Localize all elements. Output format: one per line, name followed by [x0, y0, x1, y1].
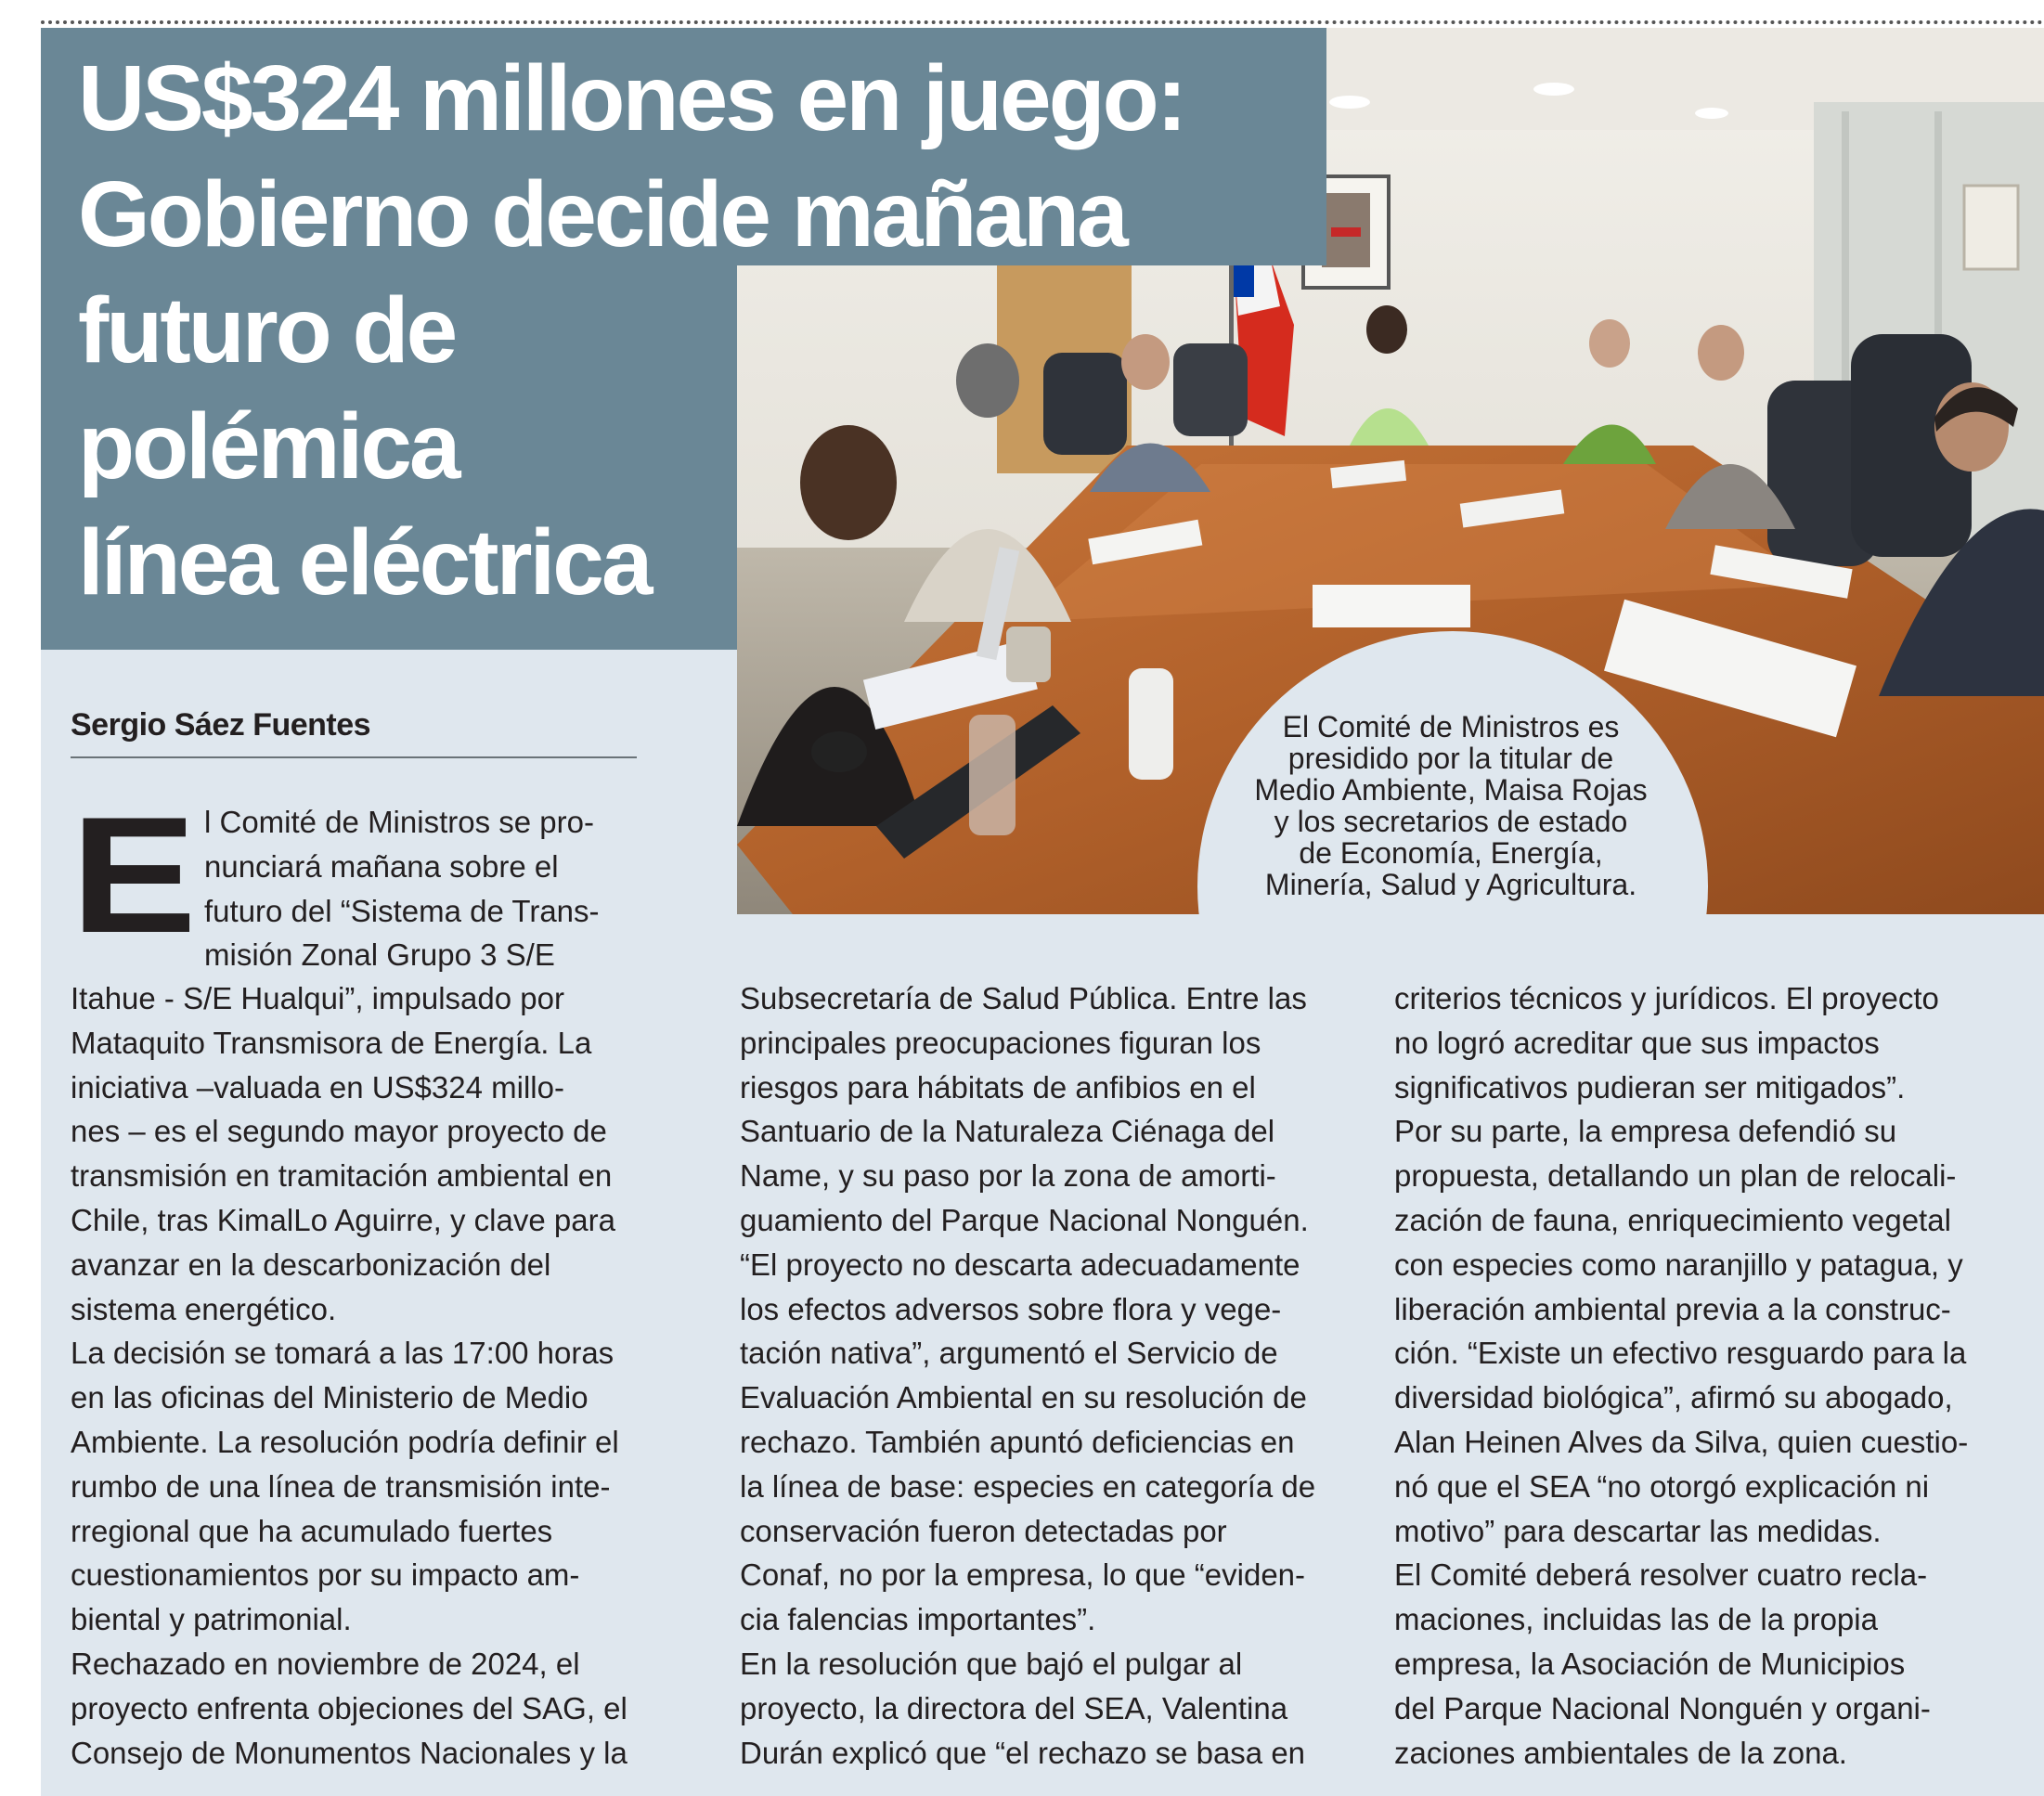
dropcap — [71, 806, 197, 932]
dropcap-letter: E — [71, 806, 197, 932]
text-line: nó que el SEA “no otorgó explicación ni — [1394, 1468, 1930, 1504]
photo-caption — [1223, 711, 1678, 900]
text-line: misión Zonal Grupo 3 S/E — [204, 937, 555, 973]
text-line: Por su parte, la empresa defendió su — [1394, 1114, 1897, 1149]
caption-line: Medio Ambiente, Maisa Rojas — [1254, 773, 1648, 807]
byline: Sergio Sáez Fuentes — [71, 707, 637, 758]
text-line: zaciones ambientales de la zona. — [1394, 1735, 1847, 1770]
text-line: Subsecretaría de Salud Pública. Entre las — [740, 981, 1307, 1015]
text-line: motivo” para descartar las medidas. — [1394, 1513, 1882, 1548]
text-line: ción. “Existe un efectivo resguardo para la — [1394, 1336, 1967, 1371]
article-column-3 — [1394, 976, 2007, 1775]
headline-line: polémica — [78, 394, 459, 498]
text-line: riesgos para hábitats de anfibios en el — [740, 1069, 1256, 1105]
text-line: “El proyecto no descarta adecuadamente — [740, 1247, 1300, 1282]
text-line: cuestionamientos por su impacto am- — [71, 1557, 580, 1593]
person-head — [1589, 319, 1630, 368]
text-line: rechazo. También apuntó deficiencias en — [740, 1424, 1295, 1459]
text-line: Santuario de la Naturaleza Ciénaga del — [740, 1114, 1275, 1149]
text-line: maciones, incluidas las de la propia — [1394, 1602, 1878, 1637]
text-line: empresa, la Asociación de Municipios — [1394, 1646, 1906, 1681]
thermos — [1129, 668, 1173, 780]
headline — [78, 41, 1184, 621]
text-line: criterios técnicos y jurídicos. El proyecto — [1394, 981, 1939, 1015]
text-line: Rechazado en noviembre de 2024, el — [71, 1646, 580, 1681]
article-column-2 — [740, 976, 1343, 1775]
text-line: proyecto, la directora del SEA, Valentina — [740, 1690, 1288, 1725]
text-line: la línea de base: especies en categoría de — [740, 1468, 1316, 1504]
text-line: rumbo de una línea de transmisión inte- — [71, 1468, 611, 1504]
text-line: sistema energético. — [71, 1291, 337, 1326]
text-line: guamiento del Parque Nacional Nonguén. — [740, 1202, 1309, 1237]
headline-line: futuro de — [78, 278, 456, 382]
text-line: Name, y su paso por la zona de amorti- — [740, 1158, 1276, 1194]
text-line: no logró acreditar que sus impactos — [1394, 1025, 1880, 1060]
person-head — [1698, 325, 1744, 381]
document — [1313, 585, 1470, 627]
ceiling-light — [1695, 108, 1728, 119]
caption-line: y los secretarios de estado — [1274, 805, 1628, 838]
text-line: El Comité deberá resolver cuatro recla- — [1394, 1557, 1928, 1593]
text-line: del Parque Nacional Nonguén y organi- — [1394, 1690, 1931, 1725]
text-line: con especies como naranjillo y patagua, y — [1394, 1247, 1963, 1282]
text-line: Durán explicó que “el rechazo se basa en — [740, 1735, 1306, 1770]
text-line: nunciará mañana sobre el — [204, 848, 559, 884]
caption-line: de Economía, Energía, — [1299, 836, 1603, 870]
ceiling-light — [1533, 83, 1574, 96]
headline-line: Gobierno decide mañana — [78, 162, 1126, 266]
headline-line: línea eléctrica — [78, 510, 651, 614]
text-line: zación de fauna, enriquecimiento vegetal — [1394, 1202, 1951, 1237]
text-line: Chile, tras KimalLo Aguirre, y clave para — [71, 1202, 615, 1237]
text-line: liberación ambiental previa a la construc- — [1394, 1291, 1951, 1326]
text-line: tación nativa”, argumentó el Servicio de — [740, 1336, 1278, 1371]
text-line: en las oficinas del Ministerio de Medio — [71, 1380, 589, 1415]
text-line: futuro del “Sistema de Trans- — [204, 893, 600, 928]
caption-line: Minería, Salud y Agricultura. — [1264, 868, 1637, 901]
text-line: transmisión en tramitación ambiental en — [71, 1158, 613, 1194]
top-dotted-rule — [41, 20, 2044, 24]
text-line: biental y patrimonial. — [71, 1602, 352, 1637]
chile-flag-blue — [1234, 260, 1254, 297]
person-head — [1366, 305, 1407, 354]
text-line: Consejo de Monumentos Nacionales y la — [71, 1735, 627, 1770]
text-line: los efectos adversos sobre flora y vege- — [740, 1291, 1282, 1326]
text-line: conservación fueron detectadas por — [740, 1513, 1227, 1548]
text-line: proyecto enfrenta objeciones del SAG, el — [71, 1690, 627, 1725]
portrait-sash — [1331, 227, 1361, 237]
text-line: principales preocupaciones figuran los — [740, 1025, 1261, 1060]
text-line: cia falencias importantes”. — [740, 1602, 1096, 1637]
coffee-cup — [1006, 627, 1051, 682]
article-column-1 — [71, 976, 665, 1775]
text-line: l Comité de Ministros se pro- — [204, 805, 594, 839]
text-line: Conaf, no por la empresa, lo que “eviden- — [740, 1557, 1306, 1593]
text-line: propuesta, detallando un plan de relocali- — [1394, 1158, 1957, 1194]
text-line: Mataquito Transmisora de Energía. La — [71, 1025, 592, 1060]
text-line: Evaluación Ambiental en su resolución de — [740, 1380, 1307, 1415]
text-line: rregional que ha acumulado fuertes — [71, 1513, 553, 1548]
headline-line: US$324 millones en juego: — [78, 46, 1185, 150]
text-line: significativos pudieran ser mitigados”. — [1394, 1069, 1906, 1105]
text-line: avanzar en la descarbonización del — [71, 1247, 551, 1282]
ceiling-light — [1329, 96, 1370, 109]
text-line: Itahue - S/E Hualqui”, impulsado por — [71, 981, 564, 1015]
text-line: Alan Heinen Alves da Silva, quien cuestio- — [1394, 1424, 1969, 1459]
caption-line: presidido por la titular de — [1287, 742, 1614, 775]
mouse — [811, 731, 867, 772]
text-line: iniciativa –valuada en US$324 millo- — [71, 1069, 564, 1105]
text-line: Ambiente. La resolución podría definir el — [71, 1424, 619, 1459]
text-line: diversidad biológica”, afirmó su abogado, — [1394, 1380, 1953, 1415]
text-line: En la resolución que bajó el pulgar al — [740, 1646, 1243, 1681]
text-line: nes – es el segundo mayor proyecto de — [71, 1114, 607, 1149]
lead-paragraph — [204, 800, 600, 977]
text-line: La decisión se tomará a las 17:00 horas — [71, 1336, 614, 1371]
wall-picture — [1964, 186, 2018, 269]
caption-line: El Comité de Ministros es — [1282, 710, 1620, 743]
water-bottle — [969, 715, 1016, 835]
